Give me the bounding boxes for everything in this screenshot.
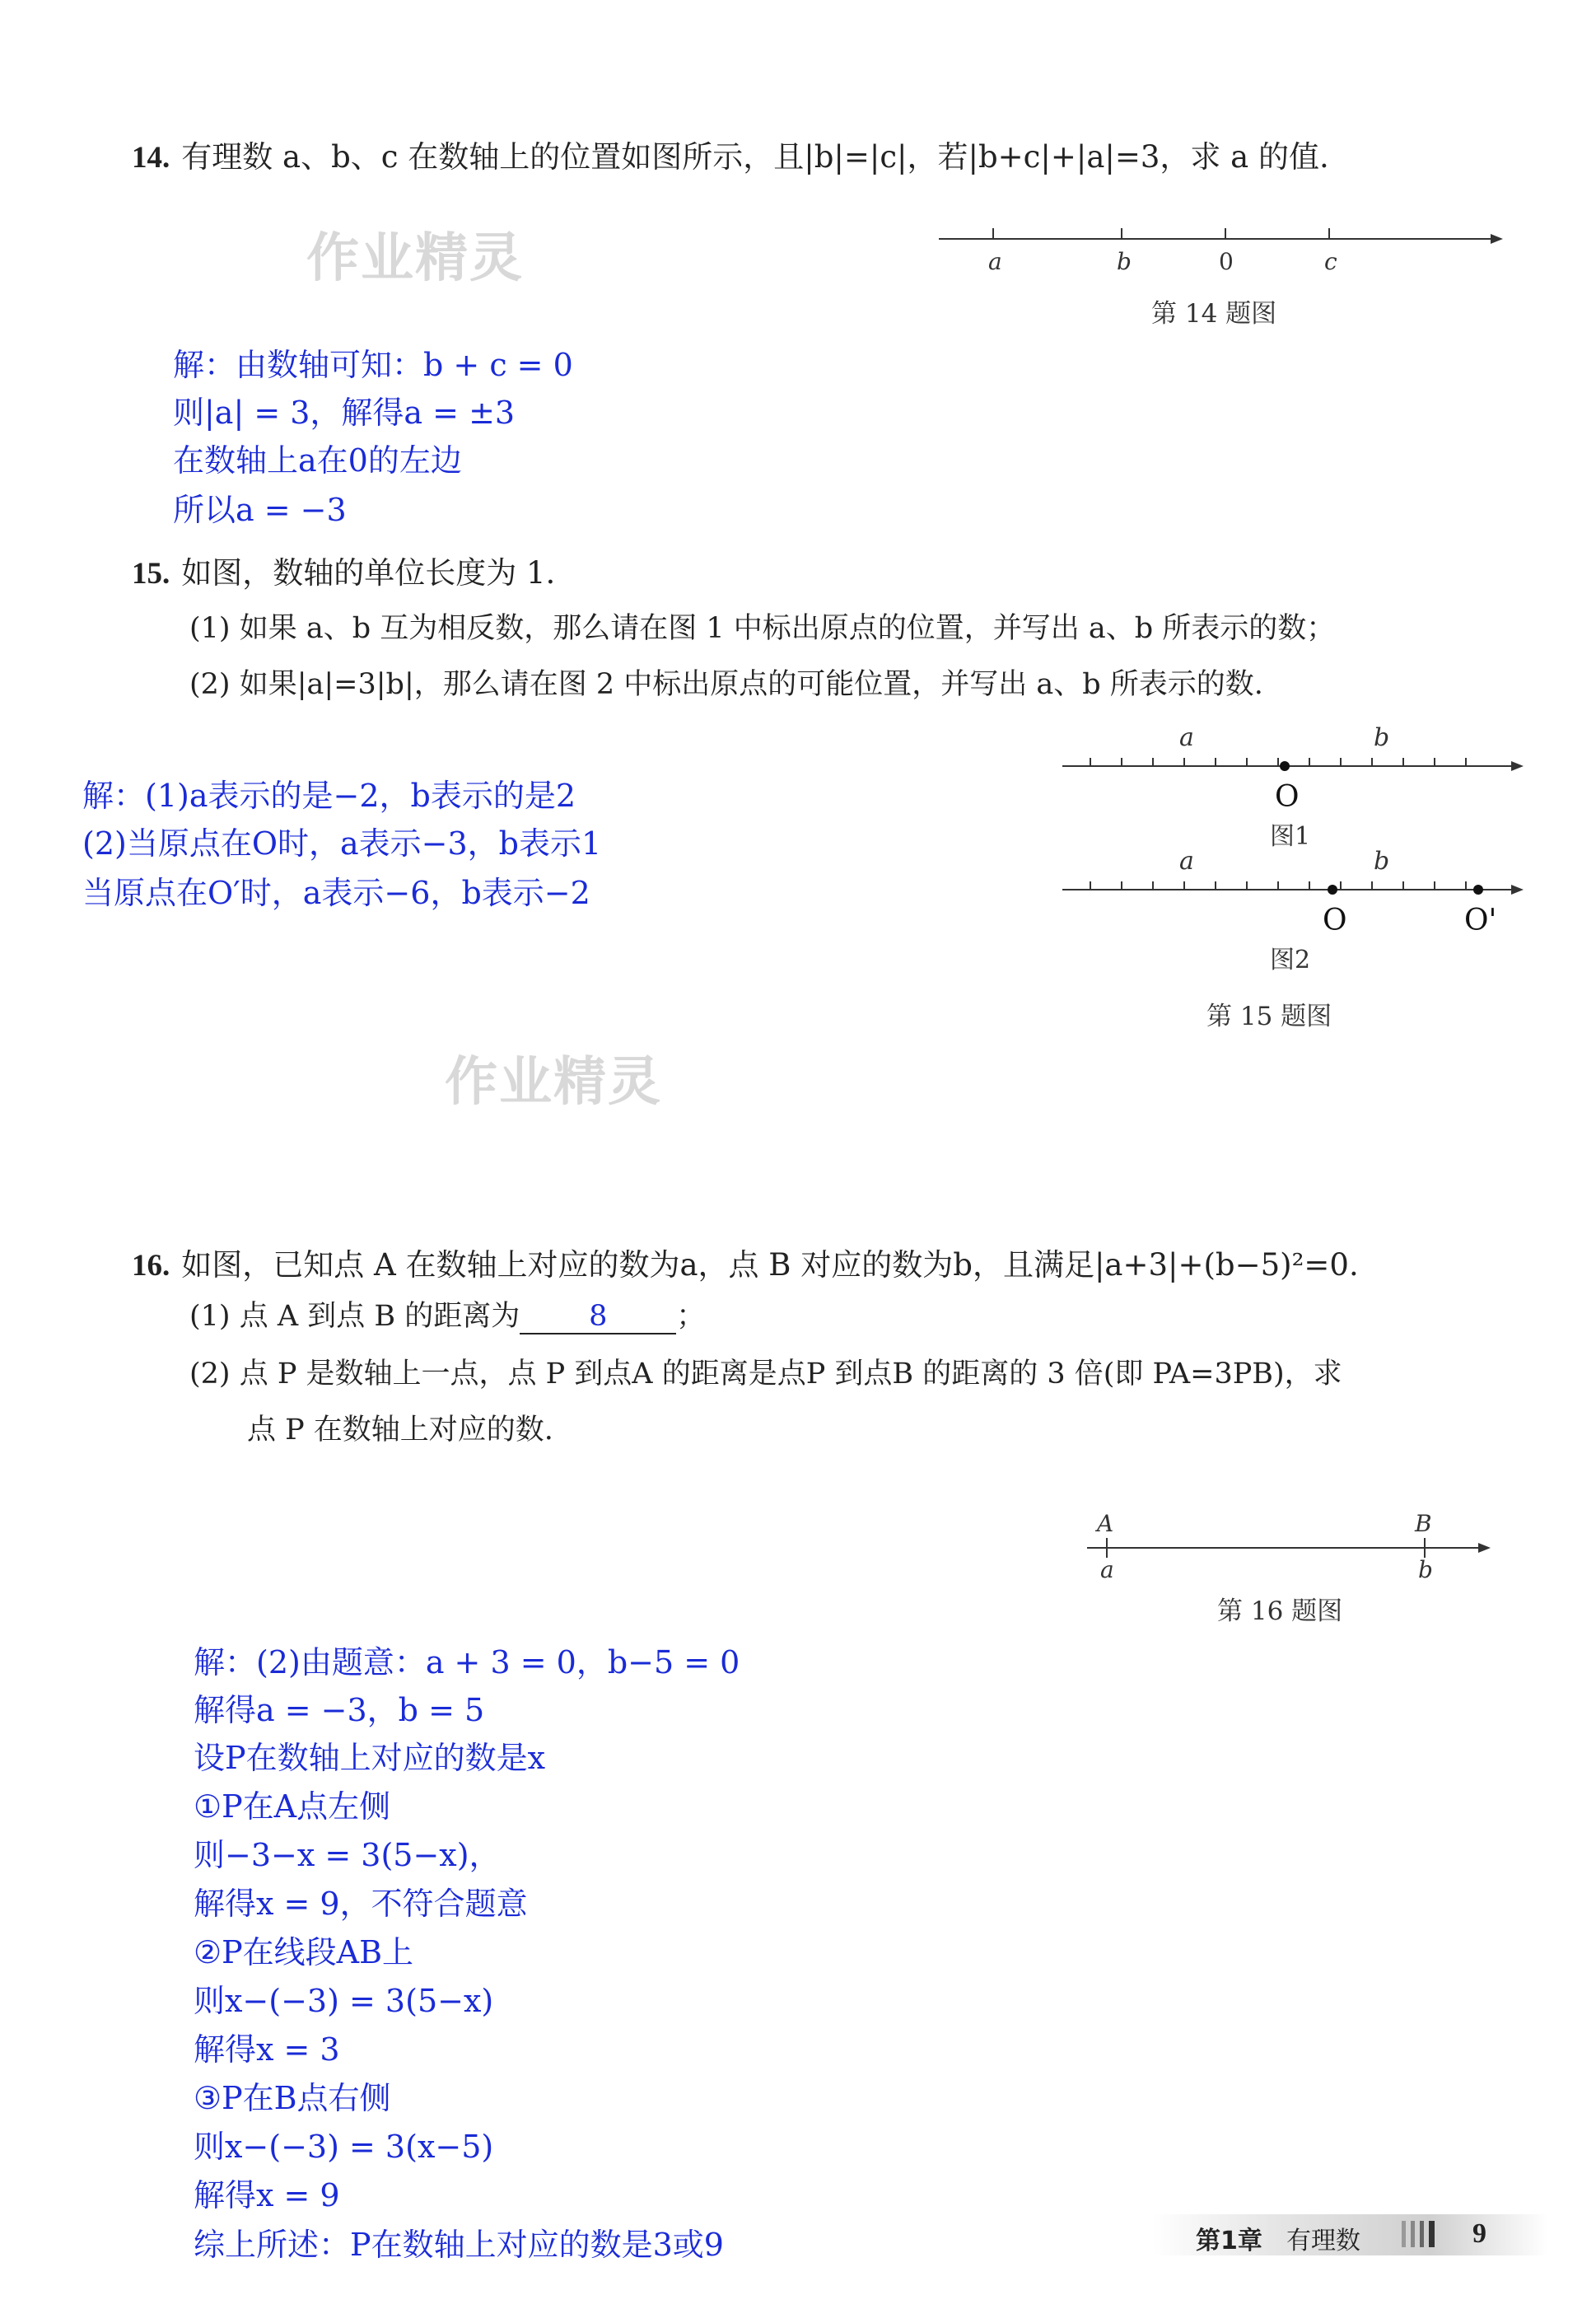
question-16 [132,1240,1359,1284]
question-16-part-1 [189,1293,705,1334]
number-line-14 [931,210,1507,284]
question-number: 15. [132,557,170,591]
answer-16-line: 设P在数轴上对应的数是x [194,1740,546,1776]
origin-label: O [1323,904,1347,937]
chapter-label: 第1章 [1196,2227,1262,2255]
chapter-title: 有理数 [1286,2227,1360,2255]
label-a: a [1179,723,1194,752]
figure-2-caption: 图2 [1270,946,1311,975]
question-text: 如图，数轴的单位长度为 1. [181,555,556,591]
answer-14-line: 在数轴上a在0的左边 [173,442,462,479]
number-line-figure-2 [1054,844,1532,989]
figure-caption: 第 16 题图 [1217,1596,1343,1626]
value-b-label: b [1418,1556,1433,1582]
question-16-part-2-cont: 点 P 在数轴上对应的数. [247,1414,553,1447]
label-c: c [1324,248,1337,275]
label-b: b [1117,248,1132,275]
answer-15-line: 当原点在O′时，a表示−6，b表示−2 [82,875,590,911]
answer-16-line: 解得x = 9，不符合题意 [194,1886,528,1922]
question-text: 有理数 a、b、c 在数轴上的位置如图所示，且|b|=|c|，若|b+c|+|a|=3，求 a 的值. [181,139,1329,175]
answer-16-line: 解得x = 9 [194,2177,340,2213]
answer-blank: 8 [520,1300,676,1334]
question-number: 16. [132,1249,170,1283]
label-zero: 0 [1219,248,1234,275]
figure-1-caption: 图1 [1270,822,1311,851]
question-15 [132,548,555,592]
answer-16-line: 解：(2)由题意：a + 3 = 0，b−5 = 0 [194,1644,740,1680]
part-1-text: (1) 点 A 到点 B 的距离为 [189,1300,520,1333]
answer-14-line: 解：由数轴可知：b + c = 0 [173,347,573,383]
label-b: b [1374,723,1390,752]
label-b: b [1374,847,1390,876]
question-16-part-2: (2) 点 P 是数轴上一点，点 P 到点A 的距离是点P 到点B 的距离的 3 倍(即 PA=3PB)，求 [189,1358,1342,1391]
question-number: 14. [132,141,170,175]
answer-15-line: (2)当原点在O时，a表示−3，b表示1 [82,825,602,862]
page-number: 9 [1472,2218,1486,2249]
question-15-part-2: (2) 如果|a|=3|b|，那么请在图 2 中标出原点的可能位置，并写出 a、b 所表示的数. [189,668,1263,701]
answer-16-line: ③P在B点右侧 [194,2080,391,2116]
footer-bars-icon [1400,2218,1441,2251]
answer-16-line: ①P在A点左侧 [194,1788,391,1825]
figure-caption: 第 14 题图 [1151,299,1277,329]
watermark: 作业精灵 [306,228,524,289]
figure-caption: 第 15 题图 [1206,1002,1332,1031]
answer-16-line: 综上所述：P在数轴上对应的数是3或9 [194,2227,724,2263]
point-A-label: A [1097,1510,1114,1537]
value-a-label: a [1100,1556,1114,1582]
answer-16-line: 则x−(−3) = 3(5−x) [194,1983,494,2019]
answer-16-line: 解得a = −3，b = 5 [194,1692,485,1728]
question-15-part-1: (1) 如果 a、b 互为相反数，那么请在图 1 中标出原点的位置，并写出 a、b 所表示的数； [189,612,1336,645]
answer-16-line: 则−3−x = 3(5−x)， [194,1837,501,1873]
origin-label: O [1275,780,1300,814]
part-1-suffix: ； [676,1300,706,1333]
point-B-label: B [1415,1510,1432,1537]
answer-16-line: 解得x = 3 [194,2031,340,2068]
answer-16-line: 则x−(−3) = 3(x−5) [194,2129,494,2165]
label-a: a [988,248,1002,275]
question-14 [132,132,1329,176]
answer-14-line: 则|a| = 3，解得a = ±3 [173,395,516,431]
label-a: a [1179,847,1194,876]
watermark: 作业精灵 [445,1052,662,1113]
answer-14-line: 所以a = −3 [173,492,347,528]
number-line-figure-1 [1054,721,1532,865]
origin-prime-label: O' [1464,904,1497,937]
answer-16-line: ②P在线段AB上 [194,1934,414,1970]
answer-15-line: 解：(1)a表示的是−2，b表示的是2 [82,778,576,814]
question-text: 如图，已知点 A 在数轴上对应的数为a，点 B 对应的数为b，且满足|a+3|+(b−5)²=0. [181,1247,1359,1283]
number-line-16 [1079,1503,1499,1582]
